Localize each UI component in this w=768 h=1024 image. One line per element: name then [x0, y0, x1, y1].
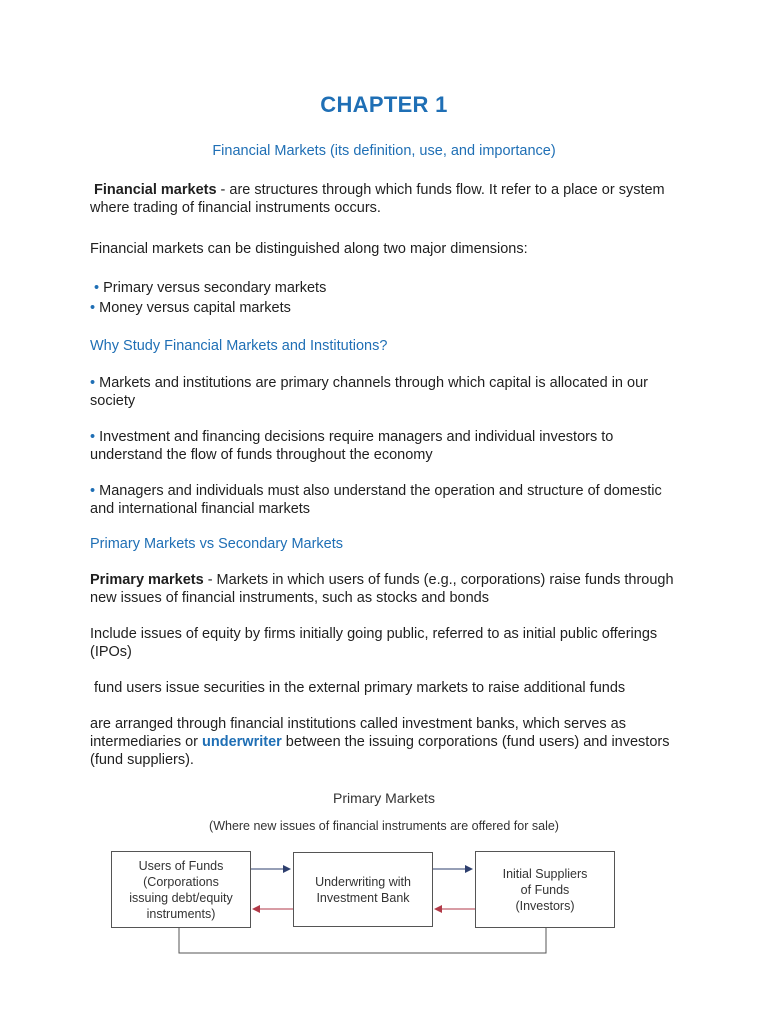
- definition-term: Financial markets: [94, 182, 217, 198]
- underwriter-link[interactable]: underwriter: [202, 734, 282, 750]
- diagram-subtitle: (Where new issues of financial instruments are offered for sale): [209, 819, 559, 833]
- dimensions-intro: Financial markets can be distinguished along two major dimensions:: [90, 241, 528, 257]
- chapter-subtitle: Financial Markets (its definition, use, and importance): [212, 143, 556, 159]
- dimension-text: Primary versus secondary markets: [103, 280, 327, 296]
- bullet-icon: •: [90, 483, 96, 499]
- bullet-icon: •: [90, 429, 96, 445]
- arranged-text: are arranged through financial institutions called investment banks, which serves as intermediaries or: [90, 716, 626, 750]
- bullet-icon: •: [90, 375, 96, 391]
- primary-markets-term: Primary markets: [90, 572, 204, 588]
- chapter-title: CHAPTER 1: [320, 92, 448, 117]
- why-point-text: Markets and institutions are primary channels through which capital is allocated in our society: [90, 375, 648, 409]
- users-of-funds-box: [111, 851, 251, 928]
- fund-users-text: fund users issue securities in the external primary markets to raise additional funds: [94, 680, 626, 696]
- bullet-icon: •: [94, 280, 100, 296]
- section-heading-why-study: Why Study Financial Markets and Institutions?: [90, 338, 388, 354]
- ipo-paragraph: Include issues of equity by firms initially going public, referred to as initial public offerings (IPOs): [90, 626, 658, 660]
- definition-text: - are structures through which funds flow. It refer to a place or system where trading of financial instruments occurs.: [90, 182, 665, 216]
- users-of-funds-label: Users of Funds (Corporations issuing debt/equity instruments): [129, 858, 233, 921]
- why-point-text: Managers and individuals must also understand the operation and structure of domestic and international financial markets: [90, 483, 662, 517]
- initial-suppliers-label: Initial Suppliers of Funds (Investors): [502, 866, 588, 913]
- dimension-text: Money versus capital markets: [99, 300, 291, 316]
- bullet-icon: •: [90, 300, 96, 316]
- initial-suppliers-box: [475, 851, 615, 928]
- direct-flow-connector: [179, 928, 546, 953]
- why-point-text: Investment and financing decisions require managers and individual investors to understand the flow of funds throughout the economy: [90, 429, 614, 463]
- diagram-title: Primary Markets: [333, 790, 435, 806]
- arranged-text-end: between the issuing corporations (fund users) and investors (fund suppliers).: [90, 734, 670, 768]
- underwriting-box: [293, 852, 433, 927]
- section-heading-primary-vs-secondary: Primary Markets vs Secondary Markets: [90, 536, 344, 552]
- primary-markets-text: - Markets in which users of funds (e.g., corporations) raise funds through new issues of financial instruments, such as stocks and bonds: [90, 572, 674, 606]
- underwriting-label: Underwriting with Investment Bank: [315, 874, 411, 905]
